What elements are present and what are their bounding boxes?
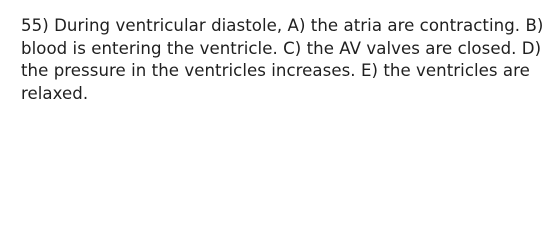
question-text: 55) During ventricular diastole, A) the atria are contracting. B) blood is entering the ventricle. C) the AV valves are closed. D) the pressure in the ventricles increases. E) the ventricles are relaxed. <box>21 16 544 103</box>
